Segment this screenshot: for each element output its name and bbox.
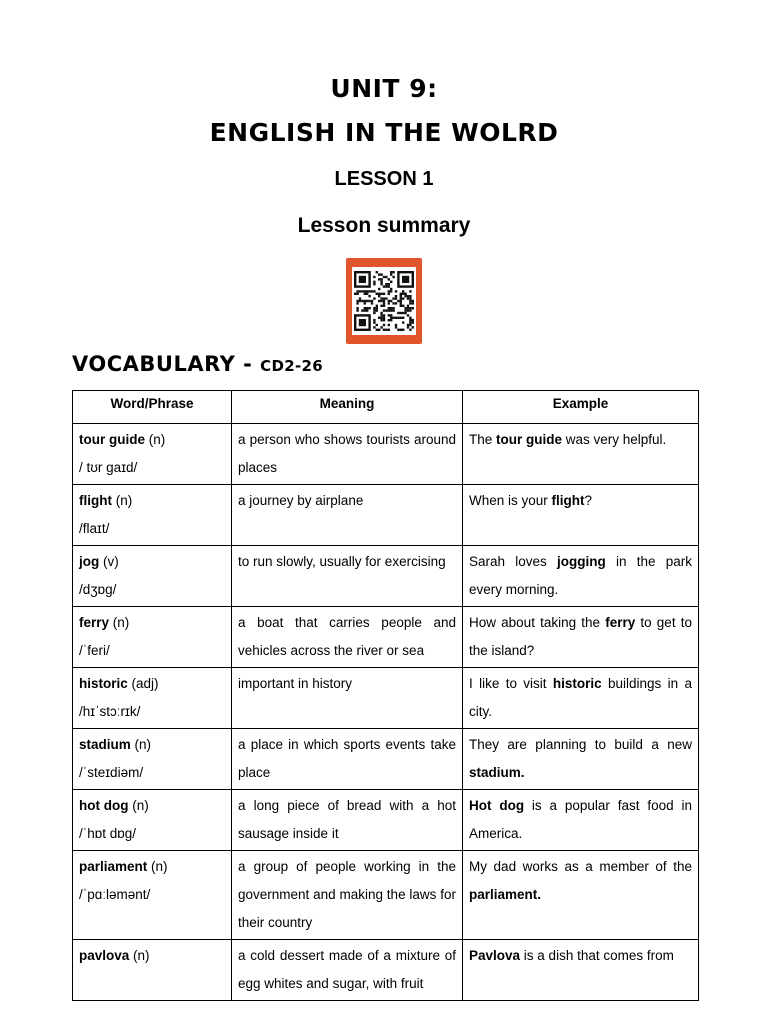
example-text: buildings in a city. [469,676,692,719]
example-cell [463,851,699,940]
vocabulary-table [72,390,699,1001]
example-keyword: jogging [557,554,606,569]
table-header-row [73,391,699,424]
pronunciation: /flaɪt/ [79,521,110,536]
example-cell [463,485,699,546]
example-keyword: tour guide [496,432,563,447]
meaning-cell: a person who shows tourists around places [232,424,463,485]
example-keyword: Hot dog [469,798,525,813]
word: pavlova [79,948,130,963]
example-cell [463,790,699,851]
pronunciation: /dʒɒg/ [79,582,117,597]
word-cell [73,729,232,790]
pronunciation: /ˈpɑːləmənt/ [79,887,151,902]
header-word: Word/Phrase [73,391,232,424]
unit-theme: ENGLISH IN THE WOLRD [209,118,559,147]
unit-title: UNIT 9: [330,74,438,103]
meaning-cell: to run slowly, usually for exercising [232,546,463,607]
example-text: My dad works as a member of the [469,859,692,874]
meaning-cell: a long piece of bread with a hot sausage inside it [232,790,463,851]
table-row [73,940,699,1001]
meaning-cell: important in history [232,668,463,729]
meaning-cell: a cold dessert made of a mixture of egg whites and sugar, with fruit [232,940,463,1001]
example-text: They are planning to build a new [469,737,692,752]
example-text: to get to the island? [469,615,692,658]
pronunciation: /hɪˈstɔːrɪk/ [79,704,141,719]
meaning-cell: a boat that carries people and vehicles across the river or sea [232,607,463,668]
word: tour guide [79,432,145,447]
word: stadium [79,737,131,752]
header-meaning: Meaning [232,391,463,424]
example-keyword: Pavlova [469,948,521,963]
pronunciation: /ˈsteɪdiəm/ [79,765,144,780]
qr-code-body [352,267,416,335]
example-text: How about taking the [469,615,606,630]
part-of-speech: (v) [103,554,119,569]
example-text: is a dish that comes from [520,948,674,963]
example-text: I like to visit [469,676,553,691]
table-row [73,790,699,851]
lesson-summary-title: Lesson summary [297,214,471,237]
vocabulary-label: VOCABULARY [72,352,236,376]
word-cell [73,940,232,1001]
meaning-cell: a group of people working in the government and making the laws for their country [232,851,463,940]
word-cell [73,607,232,668]
part-of-speech: (n) [148,432,166,447]
table-row [73,546,699,607]
table-row [73,424,699,485]
word: jog [79,554,100,569]
word: historic [79,676,128,691]
example-text: Sarah loves [469,554,558,569]
qr-code-icon[interactable] [346,258,422,344]
meaning-cell: a place in which sports events take place [232,729,463,790]
part-of-speech: (n) [151,859,168,874]
pronunciation: /ˈferi/ [79,643,110,658]
example-cell [463,546,699,607]
word-cell [73,668,232,729]
word-cell [73,485,232,546]
pronunciation: /ˈhɒt dɒg/ [79,826,137,841]
table-row [73,851,699,940]
example-text: in the park every morning. [469,554,692,597]
example-keyword: parliament. [469,887,542,902]
table-row [73,668,699,729]
word: ferry [79,615,110,630]
word: hot dog [79,798,129,813]
example-keyword: historic [552,676,602,691]
part-of-speech: (n) [134,737,152,752]
example-text: is a popular fast food in America. [469,798,692,841]
pronunciation: / tʊr gaɪd/ [79,460,138,475]
example-keyword: ferry [605,615,636,630]
example-text: was very helpful. [562,432,667,447]
part-of-speech: (n) [115,493,133,508]
word-cell [73,851,232,940]
example-text: ? [584,493,593,508]
word: parliament [79,859,148,874]
header-example: Example [463,391,699,424]
example-keyword: stadium. [469,765,525,780]
table-row [73,607,699,668]
word-cell [73,790,232,851]
vocabulary-heading [72,352,323,376]
example-text: When is your [469,493,552,508]
cd-track: CD2-26 [260,357,323,375]
part-of-speech: (n) [132,798,149,813]
table-row [73,729,699,790]
word-cell [73,546,232,607]
example-cell [463,668,699,729]
part-of-speech: (n) [112,615,130,630]
meaning-cell: a journey by airplane [232,485,463,546]
example-cell [463,940,699,1001]
lesson-title: LESSON 1 [334,168,434,190]
example-text: The [469,432,497,447]
example-cell [463,424,699,485]
example-keyword: flight [551,493,585,508]
example-cell [463,729,699,790]
word-cell [73,424,232,485]
vocabulary-separator: - [235,352,261,376]
example-cell [463,607,699,668]
part-of-speech: (n) [133,948,150,963]
qr-code-pattern [352,267,416,335]
table-row [73,485,699,546]
part-of-speech: (adj) [131,676,159,691]
word: flight [79,493,112,508]
